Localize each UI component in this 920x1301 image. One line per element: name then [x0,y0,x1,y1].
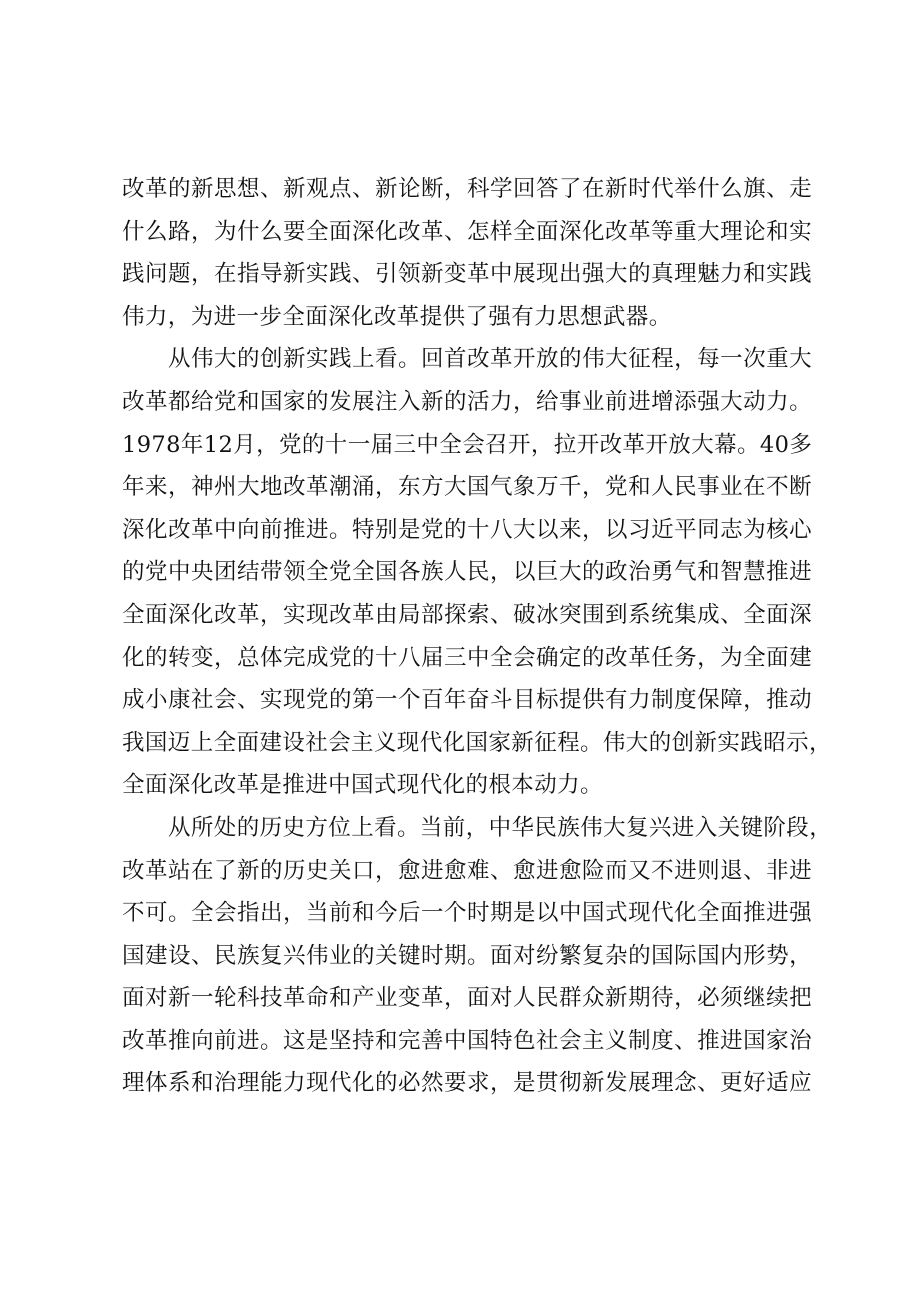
text-line: 全面深化改革是推进中国式现代化的根本动力。 [122,772,603,799]
text-line: 从所处的历史方位上看。当前，中华民族伟大复兴进入关键阶段， [168,814,833,841]
text-line: 年来，神州大地改革潮涌，东方大国气象万千，党和人民事业在不断 [122,474,812,501]
text-line: 改革都给党和国家的发展注入新的活力，给事业前进增添强大动力。 [122,388,812,415]
paragraph-2 [122,338,832,807]
text-line: 国建设、民族复兴伟业的关键时期。面对纷繁复杂的国际国内形势， [122,942,812,969]
paragraph-3 [122,807,833,1105]
text-line: 我国迈上全面建设社会主义现代化国家新征程。伟大的创新实践昭示， [122,729,832,756]
paragraph-1 [122,168,812,338]
text-line: 什么路，为什么要全面深化改革、怎样全面深化改革等重大理论和实 [122,218,812,245]
text-line: 化的转变，总体完成党的十八届三中全会确定的改革任务，为全面建 [122,644,812,671]
text-line: 理体系和治理能力现代化的必然要求，是贯彻新发展理念、更好适应 [122,1070,812,1097]
body-text [122,168,833,1105]
text-line: 面对新一轮科技革命和产业变革，面对人民群众新期待，必须继续把 [122,985,812,1012]
text-line: 践问题，在指导新实践、引领新变革中展现出强大的真理魅力和实践 [122,261,812,288]
text-line: 深化改革中向前推进。特别是党的十八大以来，以习近平同志为核心 [122,516,812,543]
text-line: 伟力，为进一步全面深化改革提供了强有力思想武器。 [122,303,672,330]
text-line: 改革的新思想、新观点、新论断，科学回答了在新时代举什么旗、走 [122,176,812,202]
text-line: 从伟大的创新实践上看。回首改革开放的伟大征程，每一次重大 [168,346,812,373]
text-line: 不可。全会指出，当前和今后一个时期是以中国式现代化全面推进强 [122,900,812,927]
text-line: 全面深化改革，实现改革由局部探索、破冰突围到系统集成、全面深 [122,601,812,628]
text-line: 改革站在了新的历史关口，愈进愈难、愈进愈险而又不进则退、非进 [122,857,812,884]
text-line: 改革推向前进。这是坚持和完善中国特色社会主义制度、推进国家治 [122,1027,812,1054]
text-line: 1978年12月，党的十一届三中全会召开，拉开改革开放大幕。40多 [122,431,813,458]
text-line: 的党中央团结带领全党全国各族人民，以巨大的政治勇气和智慧推进 [122,559,812,586]
text-line: 成小康社会、实现党的第一个百年奋斗目标提供有力制度保障，推动 [122,687,812,714]
